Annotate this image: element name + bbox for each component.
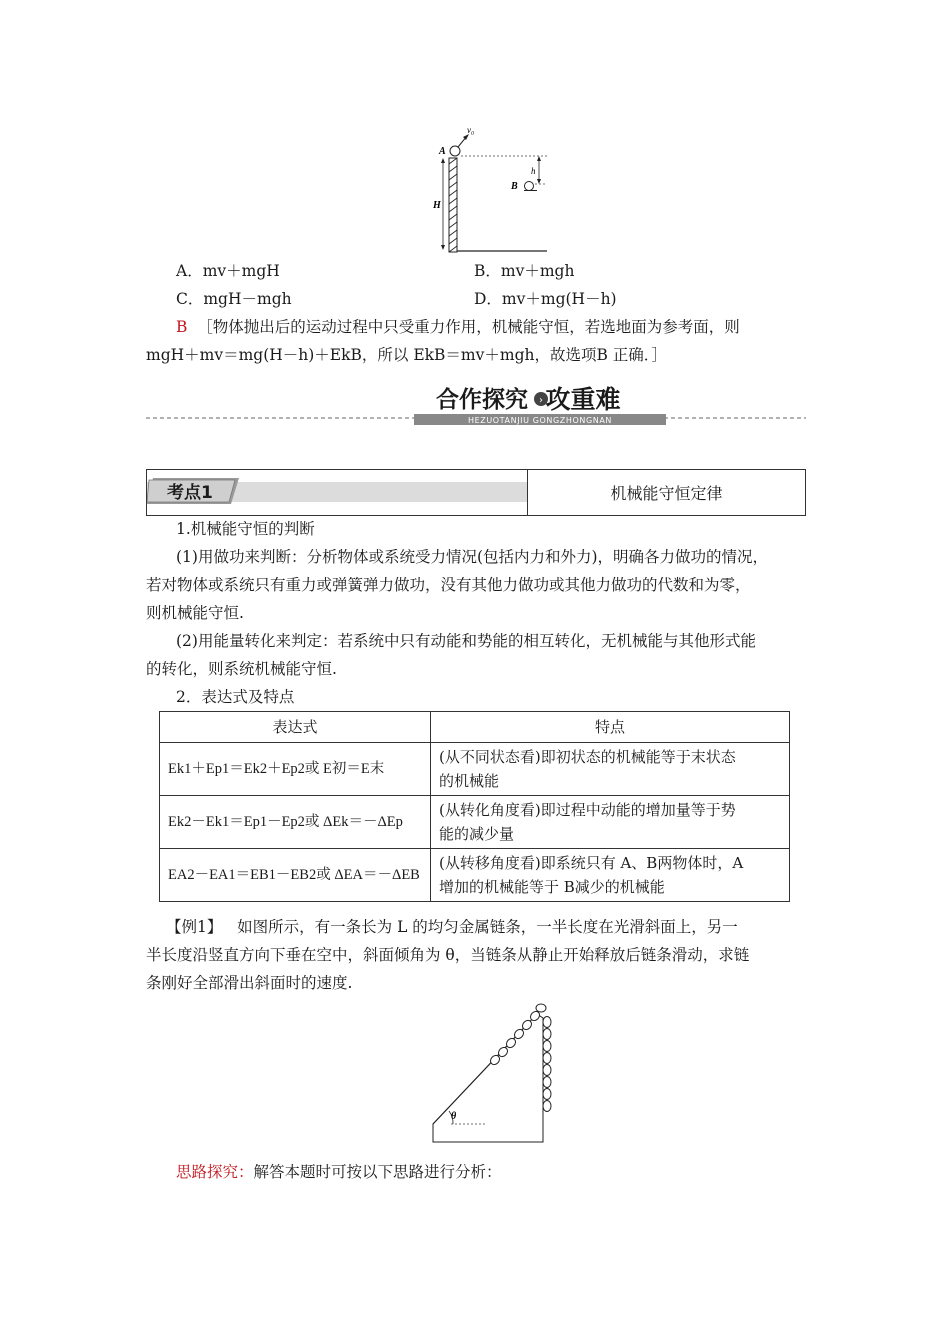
paragraph-2-line-1: (2)用能量转化来判定：若系统中只有动能和势能的相互转化，无机械能与其他形式能	[176, 632, 756, 650]
projectile-figure	[425, 122, 555, 254]
formula-cell: Ek2－Ek1＝Ep1－Ep2或 ΔEk＝－ΔEp	[160, 796, 431, 849]
section-banner	[146, 382, 806, 428]
section-2-heading: 2．表达式及特点	[176, 688, 295, 706]
expression-table	[159, 711, 790, 902]
table-row	[160, 743, 790, 796]
answer-line-2: mgH＋mv＝mg(H－h)＋EkB，所以 EkB＝mv＋mgh，故选项B 正确．］	[146, 346, 668, 364]
example-line-2: 半长度沿竖直方向下垂在空中，斜面倾角为 θ，当链条从静止开始释放后链条滑动，求链	[146, 946, 750, 964]
option-d: D．mv＋mg(H－h)	[474, 290, 617, 308]
paragraph-2-line-2: 的转化，则系统机械能守恒.	[146, 660, 337, 678]
desc-cell: (从不同状态看)即初状态的机械能等于末状态 的机械能	[431, 743, 790, 796]
desc-cell: (从转移角度看)即系统只有 A、B两物体时，A 增加的机械能等于 B减少的机械能	[431, 849, 790, 902]
banner-title-1: 合作探究	[436, 387, 528, 413]
answer-line-1: B ［物体抛出后的运动过程中只受重力作用，机械能守恒，若选地面为参考面，则	[176, 318, 740, 336]
option-b: B．mv＋mgh	[474, 262, 575, 280]
kaodian-box	[146, 469, 806, 516]
option-c: C．mgH－mgh	[176, 290, 292, 308]
table-row	[160, 849, 790, 902]
kaodian-title: 机械能守恒定律	[527, 470, 805, 515]
hint-label: 思路探究：	[176, 1163, 254, 1181]
svg-text:H: H	[433, 200, 441, 211]
svg-text:v₀: v₀	[467, 125, 475, 135]
ball-b	[525, 182, 534, 191]
banner-title-2: 攻重难	[545, 385, 621, 414]
ball-a	[450, 146, 460, 156]
hint-line: 思路探究：解答本题时可按以下思路进行分析：	[176, 1163, 502, 1181]
formula-cell: EA2－EA1＝EB1－EB2或 ΔEA＝－ΔEB	[160, 849, 431, 902]
example-line-1: 【例1】 如图所示，有一条长为 L 的均匀金属链条，一半长度在光滑斜面上，另一	[166, 918, 738, 936]
paragraph-1-line-1: (1)用做功来判断：分析物体或系统受力情况(包括内力和外力)，明确各力做功的情况，	[176, 548, 769, 566]
banner-pinyin: HEZUOTANJIU GONGZHONGNAN	[467, 416, 613, 425]
section-1-heading: 1.机械能守恒的判断	[176, 520, 315, 538]
example-tag: 【例1】	[166, 918, 223, 936]
svg-text:A: A	[439, 146, 446, 157]
answer-letter: B	[176, 318, 188, 336]
chain-incline-figure	[425, 996, 565, 1148]
svg-text:B: B	[511, 181, 518, 192]
option-a: A．mv＋mgH	[176, 262, 280, 280]
table-header-cell: 表达式	[160, 712, 431, 743]
example-line-3: 条刚好全部滑出斜面时的速度.	[146, 974, 353, 992]
paragraph-1-line-3: 则机械能守恒.	[146, 604, 244, 622]
svg-text:h: h	[531, 166, 536, 176]
kaodian-label: 考点1	[167, 483, 213, 503]
table-header-row	[160, 712, 790, 743]
desc-cell: (从转化角度看)即过程中动能的增加量等于势 能的减少量	[431, 796, 790, 849]
table-header-cell: 特点	[431, 712, 790, 743]
svg-text:θ: θ	[451, 1111, 457, 1122]
formula-cell: Ek1＋Ep1＝Ek2＋Ep2或 E初＝E末	[160, 743, 431, 796]
paragraph-1-line-2: 若对物体或系统只有重力或弹簧弹力做功，没有其他力做功或其他力做功的代数和为零，	[146, 576, 751, 594]
svg-text:›: ›	[539, 395, 543, 406]
table-row	[160, 796, 790, 849]
